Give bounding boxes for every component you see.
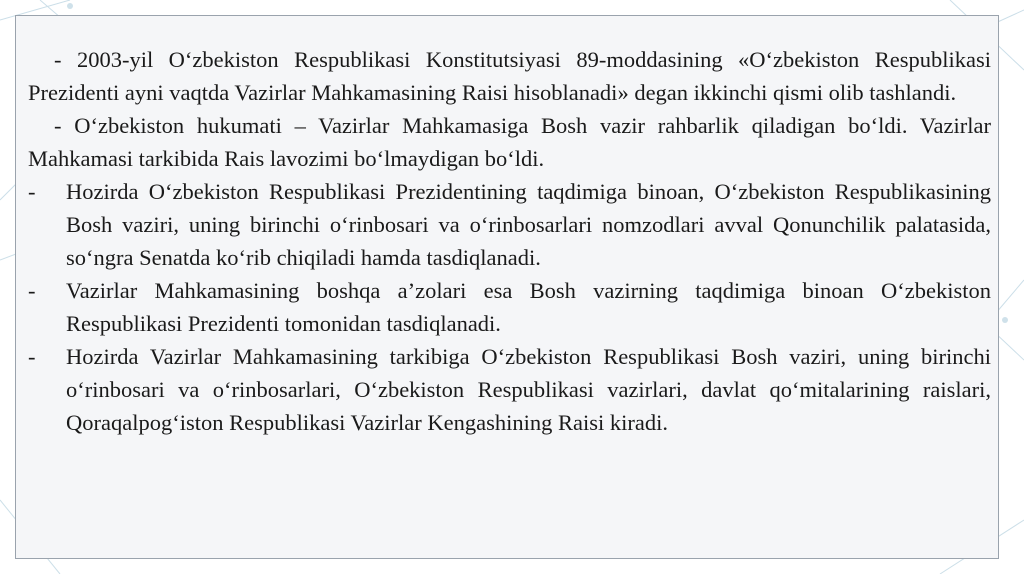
list-marker: -	[28, 179, 36, 204]
list-item	[28, 340, 991, 439]
paragraph-government-head: - O‘zbekiston hukumati – Vazirlar Mahkamasiga Bosh vazir rahbarlik qiladigan bo‘ldi. Vazirlar Mahkamasi tarkibida Rais lavozimi bo‘lmaydigan bo‘ldi.	[28, 113, 991, 171]
list-item-text: Hozirda Vazirlar Mahkamasining tarkibiga O‘zbekiston Respublikasi Bosh vaziri, uning birinchi o‘rinbosari va o‘rinbosarlari, O‘zbekiston Respublikasi vazirlari, davlat qo‘mitalarining raislari, Qoraqalpog‘iston Respublikasi Vazirlar Kengashining Raisi kiradi.	[66, 344, 991, 435]
list-item	[28, 175, 991, 274]
paragraph-constitution-change: - 2003-yil O‘zbekiston Respublikasi Konstitutsiyasi 89-moddasining «O‘zbekiston Respublikasi Prezidenti ayni vaqtda Vazirlar Mahkamasining Raisi hisoblanadi» degan ikkinchi qismi olib tashlandi.	[28, 47, 991, 105]
list-item	[28, 274, 991, 340]
list-item-text: Vazirlar Mahkamasining boshqa a’zolari esa Bosh vazirning taqdimiga binoan O‘zbekiston Respublikasi Prezidenti tomonidan tasdiqlanadi.	[66, 278, 991, 336]
list-marker: -	[28, 344, 36, 369]
list-marker: -	[28, 278, 36, 303]
slide-body	[28, 43, 991, 439]
list-item-text: Hozirda O‘zbekiston Respublikasi Prezidentining taqdimiga binoan, O‘zbekiston Respublikasining Bosh vaziri, uning birinchi o‘rinbosari va o‘rinbosarlari nomzodlari avval Qonunchilik palatasida, so‘ngra Senatda ko‘rib chiqiladi hamda tasdiqlanadi.	[66, 179, 991, 270]
